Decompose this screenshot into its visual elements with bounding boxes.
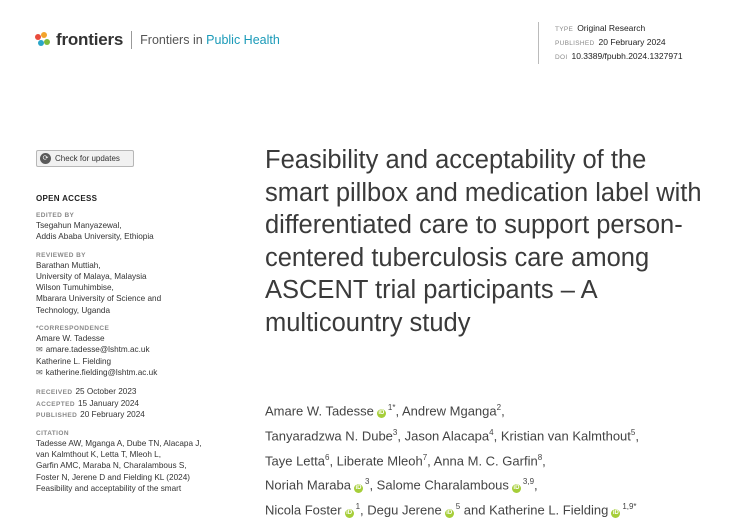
journal-header	[35, 30, 280, 50]
reviewer-line: University of Malaya, Malaysia	[36, 271, 147, 281]
citation-line: Feasibility and acceptability of the smart	[36, 483, 182, 493]
citation-label: CITATION	[36, 429, 69, 437]
orcid-icon[interactable]: iD	[513, 484, 520, 491]
check-for-updates-button[interactable]	[36, 150, 134, 167]
article-title: Feasibility and acceptability of the smart pillbox and medication label with differentiated care to support person-centered tuberculosis care among ASCENT trial participants – A multicountry study	[265, 146, 702, 337]
article-sidebar	[36, 194, 236, 494]
frontiers-logo-icon	[35, 32, 51, 48]
author-name[interactable]: , Salome Charalambous	[369, 477, 509, 493]
orcid-icon[interactable]: iD	[612, 509, 619, 516]
citation-line: Garfin AMC, Maraba N, Charalambous S,	[36, 461, 187, 471]
meta-type: TYPE Original Research	[555, 23, 646, 33]
author-name[interactable]: , Anna M. C. Garfin	[427, 452, 538, 468]
update-check-icon: ⟳	[40, 153, 51, 164]
correspondent-email[interactable]: ✉ katherine.fielding@lshtm.ac.uk	[36, 367, 158, 377]
author-name[interactable]: , Kristian van Kalmthout	[493, 428, 631, 444]
accepted-date: ACCEPTED 15 January 2024	[36, 398, 139, 408]
logo-text: frontiers	[56, 30, 124, 49]
meta-doi[interactable]: DOI 10.3389/fpubh.2024.1327971	[555, 51, 683, 61]
journal-name: Frontiers in Public Health	[140, 33, 280, 47]
reviewer-line: Wilson Tumuhimbise,	[36, 283, 114, 293]
author-name[interactable]: , Jason Alacapa	[397, 428, 490, 444]
correspondent-name: Amare W. Tadesse	[36, 334, 105, 344]
author-name[interactable]: and Katherine L. Fielding	[460, 502, 609, 518]
author-name[interactable]: Amare W. Tadesse	[265, 403, 374, 419]
received-date: RECEIVED 25 October 2023	[36, 387, 137, 397]
orcid-icon[interactable]: iD	[355, 484, 362, 491]
reviewer-line: Mbarara University of Science and	[36, 294, 162, 304]
author-name[interactable]: , Andrew Mganga	[395, 403, 497, 419]
correspondent-email[interactable]: ✉ amare.tadesse@lshtm.ac.uk	[36, 345, 150, 355]
reviewed-by-label: REVIEWED BY	[36, 251, 86, 259]
open-access-label: OPEN ACCESS	[36, 194, 98, 203]
author-name[interactable]: , Liberate Mleoh	[329, 452, 423, 468]
correspondent-name: Katherine L. Fielding	[36, 356, 112, 366]
author-name[interactable]: Nicola Foster	[265, 502, 342, 518]
citation-line: Foster N, Jerene D and Fielding KL (2024)	[36, 472, 190, 482]
author-name[interactable]: , Degu Jerene	[360, 502, 442, 518]
author-name[interactable]: Taye Letta	[265, 452, 325, 468]
reviewer-line: Barathan Muttiah,	[36, 260, 101, 270]
orcid-icon[interactable]: iD	[346, 509, 353, 516]
correspondence-label: *CORRESPONDENCE	[36, 325, 110, 333]
edited-by-label: EDITED BY	[36, 212, 75, 219]
check-updates-label: Check for updates	[55, 154, 120, 163]
article-meta	[538, 22, 683, 64]
envelope-icon: ✉	[36, 367, 43, 377]
envelope-icon: ✉	[36, 345, 43, 355]
published-date: PUBLISHED 20 February 2024	[36, 410, 145, 420]
reviewer-line: Technology, Uganda	[36, 305, 111, 315]
meta-published: PUBLISHED 20 February 2024	[555, 37, 666, 47]
orcid-icon[interactable]: iD	[446, 509, 453, 516]
citation-line: van Kalmthout K, Letta T, Mleoh L,	[36, 450, 162, 460]
citation-line: Tadesse AW, Mganga A, Dube TN, Alacapa J,	[36, 438, 202, 448]
header-divider	[131, 31, 132, 49]
editor-line: Addis Ababa University, Ethiopia	[36, 232, 154, 242]
orcid-icon[interactable]: iD	[378, 410, 385, 417]
editor-line: Tsegahun Manyazewal,	[36, 221, 122, 230]
author-name[interactable]: Tanyaradzwa N. Dube	[265, 428, 393, 444]
author-list: Amare W. Tadesse $iD^{1*}$, Andrew Mganga$^2$, Tanyaradzwa N. Dube$^3$, Jason Alacapa$^4$, Kristian van Kalmthout$^5$, Taye Letta$^6$, Liberate Mleoh$^7$, Anna M. C. Garfin$^8$, Noriah Maraba $iD^3$, Salome Charalambous iD$^{3,9}$, Nicola Foster $iD^1$, Degu Jerene $iD^5$ and Katherine L. Fielding $iD^{1,9*}$	[265, 403, 639, 518]
author-name[interactable]: Noriah Maraba	[265, 477, 351, 493]
